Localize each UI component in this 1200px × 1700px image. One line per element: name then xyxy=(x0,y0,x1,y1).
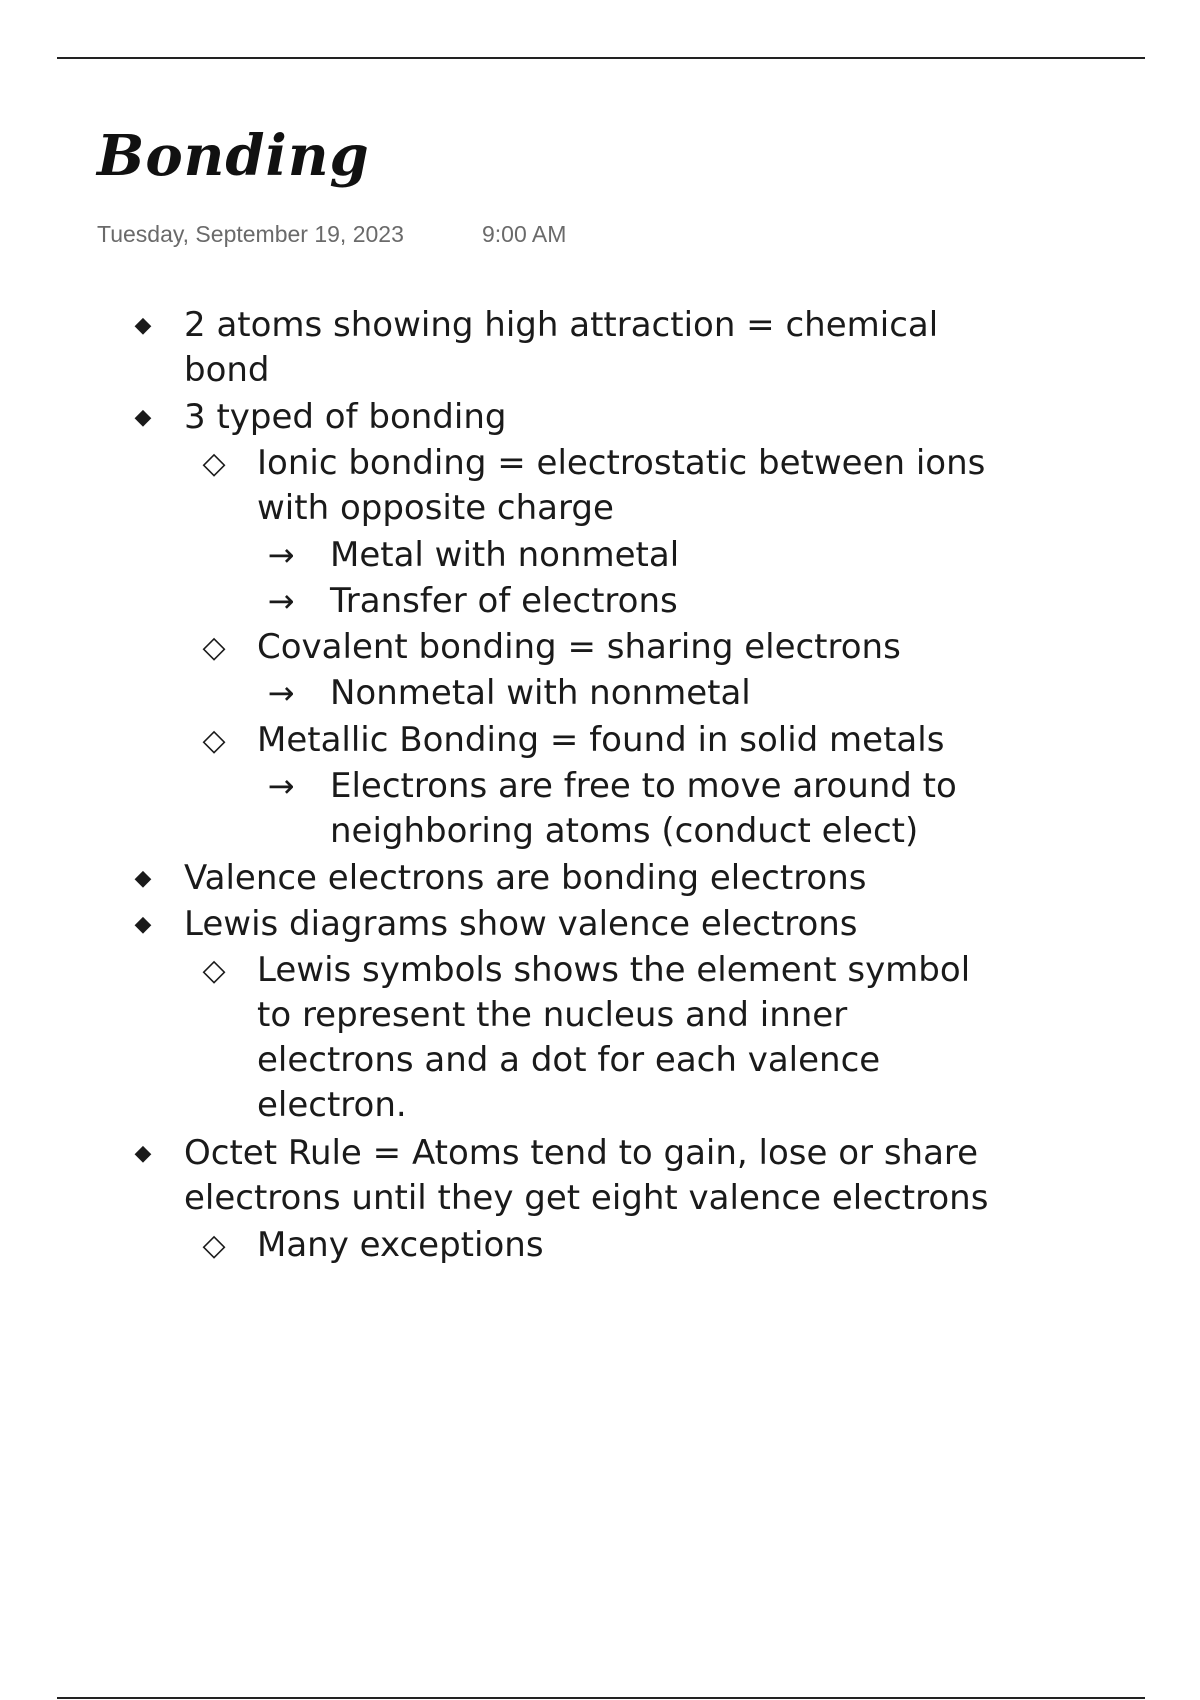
bullet-icon: ◆ xyxy=(134,865,152,891)
list-item[interactable] xyxy=(330,533,679,578)
list-item-line: electron. xyxy=(257,1085,407,1125)
list-item-line: Covalent bonding = sharing electrons xyxy=(257,627,901,668)
list-item-line: Ionic bonding = electrostatic between ions xyxy=(257,443,986,483)
list-item-line: Electrons are free to move around to xyxy=(330,765,957,806)
bullet-icon: ◆ xyxy=(134,404,152,430)
list-item[interactable] xyxy=(330,579,678,624)
list-item[interactable] xyxy=(330,671,751,716)
page-timestamp xyxy=(97,221,567,248)
list-item-line: to represent the nucleus and inner xyxy=(257,995,848,1035)
page-time: 9:00 AM xyxy=(482,221,567,247)
list-item-line: Octet Rule = Atoms tend to gain, lose or share xyxy=(184,1133,979,1173)
arrow-bullet-icon: → xyxy=(267,535,295,574)
list-item[interactable] xyxy=(330,764,957,854)
list-item-line: 3 typed of bonding xyxy=(184,396,507,437)
bottom-rule xyxy=(57,1697,1145,1699)
list-item-line: Many exceptions xyxy=(257,1224,544,1265)
arrow-bullet-icon: → xyxy=(267,766,295,805)
list-item-line: Lewis symbols shows the element symbol xyxy=(257,950,971,990)
list-item-line: Lewis diagrams show valence electrons xyxy=(184,903,858,944)
list-item[interactable] xyxy=(184,902,858,947)
bullet-icon: ◆ xyxy=(134,1141,152,1166)
list-item-line: electrons until they get eight valence electrons xyxy=(184,1178,989,1218)
list-item-line: electrons and a dot for each valence xyxy=(257,1040,881,1080)
list-item-line: Transfer of electrons xyxy=(330,581,678,621)
list-item-line: Nonmetal with nonmetal xyxy=(330,673,751,714)
list-item[interactable] xyxy=(257,625,901,670)
diamond-bullet-icon: ◇ xyxy=(202,446,226,481)
list-item[interactable] xyxy=(184,856,867,901)
list-item-line: Valence electrons are bonding electrons xyxy=(184,857,867,898)
list-item[interactable] xyxy=(257,718,944,763)
list-item[interactable] xyxy=(257,1223,544,1268)
list-item-line: bond xyxy=(184,350,270,390)
diamond-bullet-icon: ◇ xyxy=(202,1227,226,1263)
arrow-bullet-icon: → xyxy=(267,674,295,713)
diamond-bullet-icon: ◇ xyxy=(202,953,226,988)
list-item[interactable] xyxy=(257,441,985,531)
diamond-bullet-icon: ◇ xyxy=(202,722,226,758)
page-title[interactable]: Bonding xyxy=(97,123,370,189)
page-date: Tuesday, September 19, 2023 xyxy=(97,221,404,247)
list-item[interactable] xyxy=(184,303,938,393)
list-item-line: with opposite charge xyxy=(257,488,614,528)
list-item[interactable] xyxy=(184,1131,988,1221)
diamond-bullet-icon: ◇ xyxy=(202,630,226,666)
arrow-bullet-icon: → xyxy=(267,582,295,620)
list-item[interactable] xyxy=(184,395,506,440)
bullet-icon: ◆ xyxy=(134,911,152,937)
list-item-line: 2 atoms showing high attraction = chemical xyxy=(184,305,939,345)
list-item-line: Metal with nonmetal xyxy=(330,534,680,575)
list-item-line: Metallic Bonding = found in solid metals xyxy=(257,719,945,760)
list-item-line: neighboring atoms (conduct elect) xyxy=(330,810,919,851)
bullet-icon: ◆ xyxy=(134,313,152,338)
list-item[interactable] xyxy=(257,948,970,1128)
top-rule xyxy=(57,57,1145,59)
